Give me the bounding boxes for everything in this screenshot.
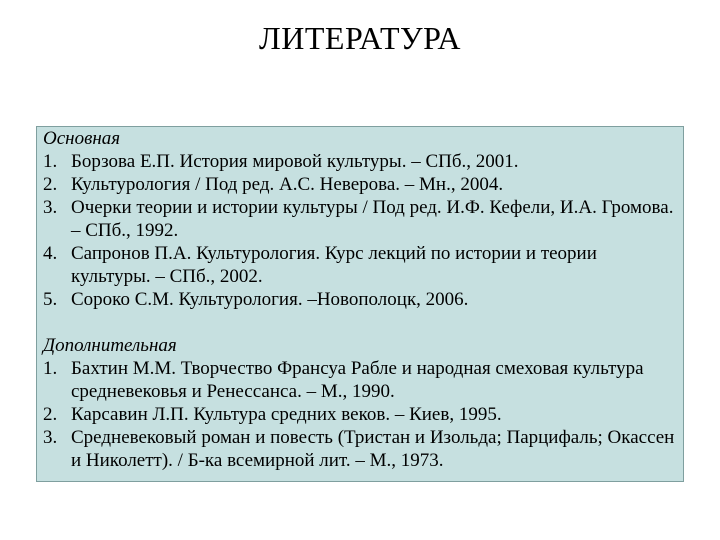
list-item (43, 357, 677, 403)
list-item (43, 242, 677, 288)
reference-list (43, 150, 677, 311)
item-text: Средневековый роман и повесть (Тристан и Изольда; Парцифаль; Окассен и Николетт). / Б-ка всемирной лит. – М., 1973. (71, 427, 675, 471)
section-heading: Основная (43, 128, 121, 149)
references-box (36, 126, 684, 482)
list-item (43, 288, 677, 311)
main-references-section (43, 127, 677, 311)
item-text: Очерки теории и истории культуры / Под ред. И.Ф. Кефели, И.А. Громова. – СПб., 1992. (71, 197, 674, 241)
list-item (43, 426, 677, 472)
section-heading: Дополнительная (43, 335, 177, 356)
item-number: 3. (43, 427, 58, 448)
list-item (43, 196, 677, 242)
item-text: Бахтин М.М. Творчество Франсуа Рабле и народная смеховая культура средневековья и Ренессанса. – М., 1990. (71, 358, 644, 402)
additional-references-section (43, 334, 677, 472)
list-item (43, 173, 677, 196)
item-number: 2. (43, 174, 58, 195)
item-text: Сороко С.М. Культурология. –Новополоцк, 2006. (71, 289, 469, 310)
item-text: Сапронов П.А. Культурология. Курс лекций по истории и теории культуры. – СПб., 2002. (71, 243, 597, 287)
list-item (43, 150, 677, 173)
item-number: 1. (43, 151, 58, 172)
item-number: 4. (43, 243, 58, 264)
item-number: 1. (43, 358, 58, 379)
page-title: ЛИТЕРАТУРА (259, 20, 461, 56)
item-text: Культурология / Под ред. А.С. Неверова. – Мн., 2004. (71, 174, 504, 195)
item-text: Борзова Е.П. История мировой культуры. – СПб., 2001. (71, 151, 519, 172)
list-item (43, 403, 677, 426)
item-number: 2. (43, 404, 58, 425)
item-number: 3. (43, 197, 58, 218)
item-text: Карсавин Л.П. Культура средних веков. – Киев, 1995. (71, 404, 502, 425)
item-number: 5. (43, 289, 58, 310)
reference-list (43, 357, 677, 472)
